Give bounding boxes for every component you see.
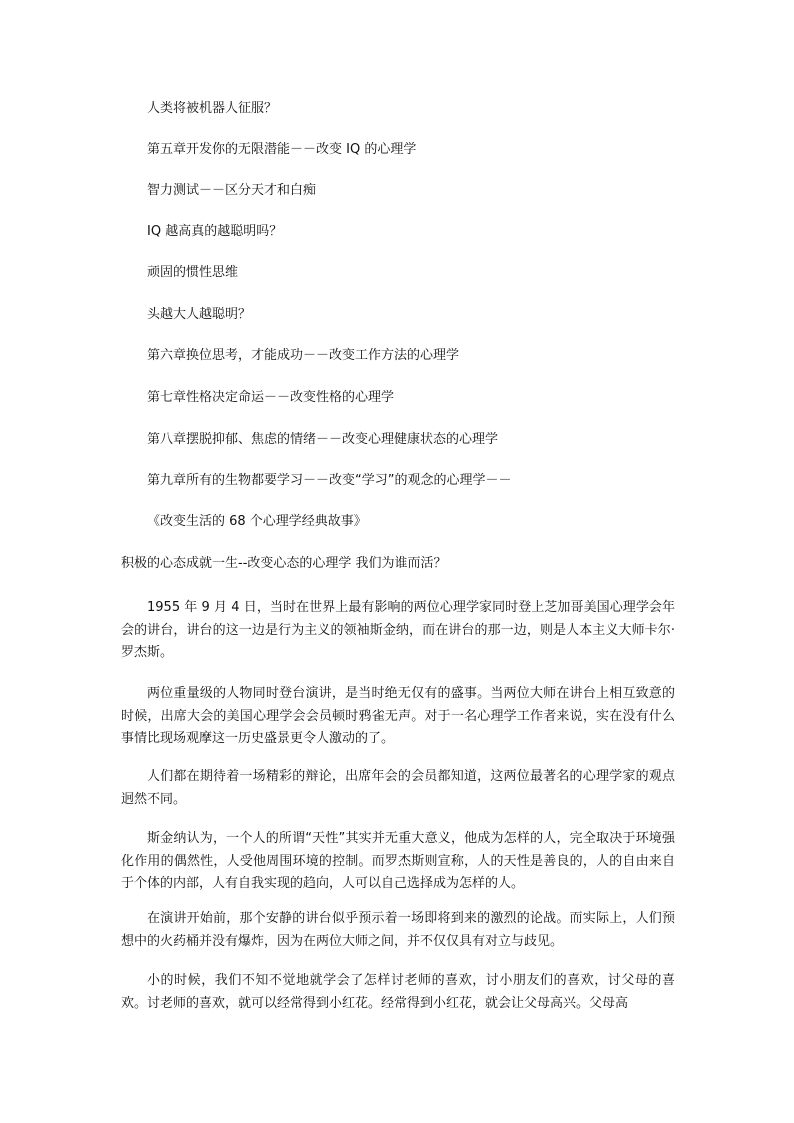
paragraph: 小的时候，我们不知不觉地就学会了怎样讨老师的喜欢，讨小朋友们的喜欢，讨父母的喜欢。讨老师的喜欢，就可以经常得到小红花。经常得到小红花，就会让父母高兴。父母高 (121, 973, 675, 1011)
toc-item: 第八章摆脱抑郁、焦虑的情绪－－改变心理健康状态的心理学 (147, 432, 499, 447)
paragraph: 斯金纳认为，一个人的所谓“天性”其实并无重大意义，他成为怎样的人，完全取决于环境强化作用的偶然性，人受他周围环境的控制。而罗杰斯则宣称，人的天性是善良的，人的自由来自于个体的内部，人有自我实现的趋向，人可以自己选择成为怎样的人。 (121, 831, 675, 891)
toc-item: IQ 越高真的越聪明吗？ (147, 224, 283, 239)
toc-item: 第七章性格决定命运－－改变性格的心理学 (147, 390, 395, 405)
toc-item: 人类将被机器人征服？ (147, 101, 278, 116)
toc-item: 智力测试－－区分天才和白痴 (147, 183, 317, 198)
paragraph: 两位重量级的人物同时登台演讲，是当时绝无仅有的盛事。当两位大师在讲台上相互致意的时候，出席大会的美国心理学会会员顿时鸦雀无声。对于一名心理学工作者来说，实在没有什么事情比现场观摩这一历史盛景更令人激动的了。 (121, 686, 675, 746)
toc-item: 《改变生活的 68 个心理学经典故事》 (147, 514, 367, 529)
toc-item: 第五章开发你的无限潜能－－改变 IQ 的心理学 (147, 142, 417, 157)
toc-item: 第九章所有的生物都要学习－－改变“学习”的观念的心理学－－ (147, 473, 512, 488)
paragraph: 1955 年 9 月 4 日，当时在世界上最有影响的两位心理学家同时登上芝加哥美国心理学会年会的讲台，讲台的这一边是行为主义的领袖斯金纳，而在讲台的那一边，则是人本主义大师卡尔·罗杰斯。 (121, 600, 675, 660)
toc-item: 顽固的惯性思维 (147, 265, 239, 280)
paragraph: 人们都在期待着一场精彩的辩论，出席年会的会员都知道，这两位最著名的心理学家的观点迥然不同。 (121, 769, 675, 807)
section-title: 积极的心态成就一生--改变心态的心理学 我们为谁而活？ (121, 556, 447, 571)
toc-item: 第六章换位思考，才能成功－－改变工作方法的心理学 (147, 348, 460, 363)
paragraph: 在演讲开始前，那个安静的讲台似乎预示着一场即将到来的激烈的论战。而实际上，人们预想中的火药桶并没有爆炸，因为在两位大师之间，并不仅仅具有对立与歧见。 (121, 911, 675, 949)
toc-item: 头越大人越聪明？ (147, 307, 252, 322)
